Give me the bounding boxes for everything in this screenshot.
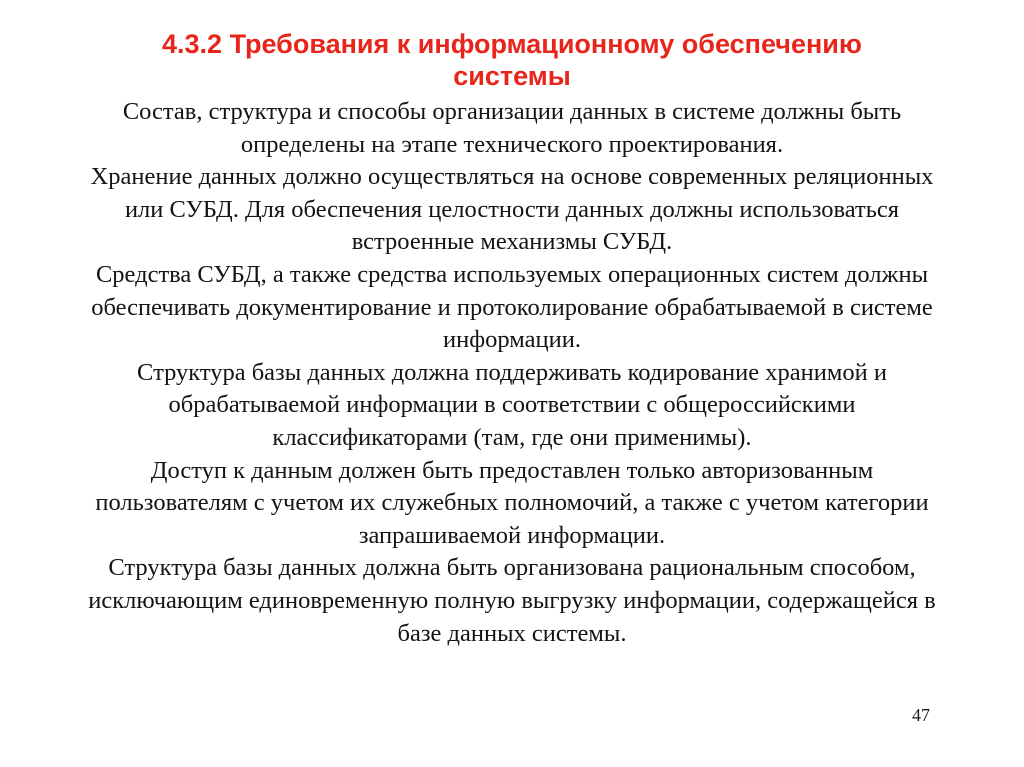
text-line: Структура базы данных должна поддерживать кодирование хранимой и	[137, 358, 887, 386]
text-line: базе данных системы.	[397, 619, 627, 647]
text-line: Хранение данных должно осуществляться на основе современных реляционных	[90, 163, 934, 191]
page-number: 47	[912, 705, 930, 725]
paragraph-data-storage	[8, 161, 1016, 259]
slide-body	[8, 96, 1016, 650]
paragraph-database-structure	[8, 552, 1016, 650]
slide-title-line-1: 4.3.2 Требования к информационному обеспечению	[162, 29, 862, 59]
text-line: определены на этапе технического проектирования.	[240, 130, 784, 158]
text-line: обеспечивать документирование и протоколирование обрабатываемой в системе	[91, 293, 933, 321]
paragraph-data-access	[8, 455, 1016, 553]
paragraph-storage-composition	[8, 96, 1016, 161]
text-line: классификаторами (там, где они применимы).	[272, 423, 752, 451]
paragraph-database-coding	[8, 357, 1016, 455]
slide-title-line-2: системы	[453, 61, 571, 91]
text-line: Средства СУБД, а также средства используемых операционных систем должны	[95, 260, 929, 288]
slide-title	[0, 28, 1024, 92]
text-line: обрабатываемой информации в соответствии с общероссийскими	[168, 391, 856, 419]
text-line: встроенные механизмы СУБД.	[351, 228, 673, 256]
text-line: Доступ к данным должен быть предоставлен только авторизованным	[150, 456, 874, 484]
text-line: Структура базы данных должна быть организована рациональным способом,	[108, 554, 916, 582]
text-line: информации.	[443, 326, 581, 354]
text-line: запрашиваемой информации.	[358, 521, 666, 549]
text-line: пользователям с учетом их служебных полномочий, а также с учетом категории	[95, 489, 929, 517]
text-line: или СУБД. Для обеспечения целостности данных должны использоваться	[124, 195, 900, 223]
paragraph-dbms-tools	[8, 259, 1016, 357]
text-line: Состав, структура и способы организации данных в системе должны быть	[122, 98, 902, 125]
text-line: исключающим единовременную полную выгрузку информации, содержащейся в	[88, 586, 936, 614]
